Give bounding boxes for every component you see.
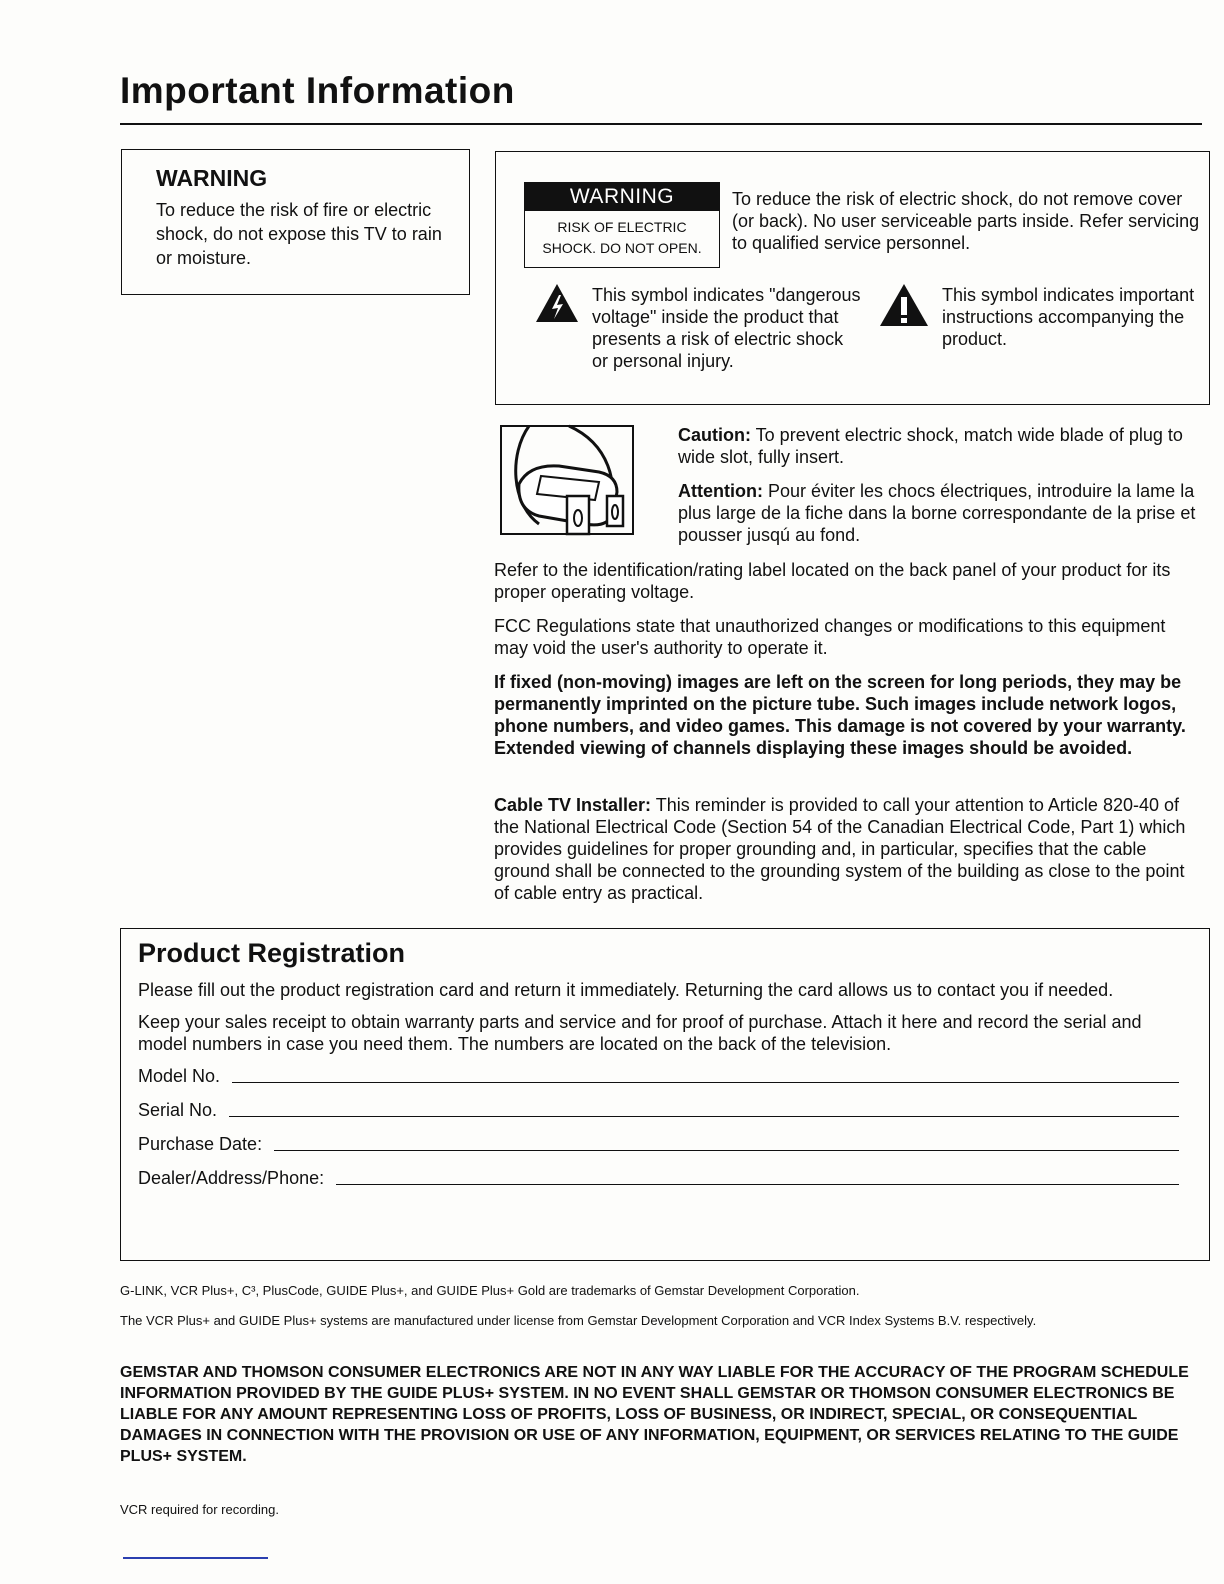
warning-heading: WARNING xyxy=(156,165,268,191)
shock-warning-text: To reduce the risk of electric shock, do not remove cover (or back). No user serviceable parts inside. Refer servicing to qualified service personnel. xyxy=(732,189,1200,253)
shock-warning-label-heading: WARNING xyxy=(525,183,719,211)
page-title: Important Information xyxy=(120,70,515,111)
serial-number-field[interactable] xyxy=(138,1099,1179,1121)
model-number-label: Model No. xyxy=(138,1066,221,1086)
shock-warning-panel xyxy=(495,151,1210,405)
attention-label: Attention: xyxy=(678,481,763,501)
rating-label-paragraph: Refer to the identification/rating label located on the back panel of your product for its proper operating voltage. xyxy=(494,560,1171,602)
polarized-plug-illustration xyxy=(499,424,637,538)
license-note: The VCR Plus+ and GUIDE Plus+ systems are manufactured under license from Gemstar Development Corporation and VCR Index Systems B.V. respectively. xyxy=(120,1313,1037,1328)
important-instructions-text: This symbol indicates important instructions accompanying the product. xyxy=(942,285,1195,349)
fixed-images-warning: If fixed (non-moving) images are left on the screen for long periods, they may be permanently imprinted on the picture tube. Such images include network logos, phone numbers, and video games. This damage is not covered by your warranty. Extended viewing of channels displaying these images should be avoided. xyxy=(494,672,1186,758)
trademarks-note: G-LINK, VCR Plus+, C³, PlusCode, GUIDE Plus+, and GUIDE Plus+ Gold are trademarks of Gemstar Development Corporation. xyxy=(120,1283,860,1298)
attention-text: Pour éviter les chocs électriques, introduire la lame la plus large de la fiche dans la borne correspondante de la prise et pousser jusqú au fond. xyxy=(678,481,1196,545)
serial-number-label: Serial No. xyxy=(138,1100,218,1120)
product-registration-box xyxy=(120,928,1210,1261)
purchase-date-field[interactable] xyxy=(138,1133,1179,1155)
lightning-triangle-icon xyxy=(534,282,580,324)
shock-warning-label xyxy=(524,182,720,268)
attention-paragraph xyxy=(678,480,1204,546)
footer-mark xyxy=(123,1557,268,1559)
registration-heading: Product Registration xyxy=(138,938,406,968)
caution-paragraph xyxy=(678,424,1204,468)
fcc-paragraph: FCC Regulations state that unauthorized changes or modifications to this equipment may void the user's authority to operate it. xyxy=(494,616,1166,658)
cable-installer-paragraph xyxy=(494,794,1200,904)
vcr-required-note: VCR required for recording. xyxy=(120,1502,279,1517)
registration-paragraph-1: Please fill out the product registration card and return it immediately. Returning the card allows us to contact you if needed. xyxy=(138,980,1114,1000)
dealer-address-phone-label: Dealer/Address/Phone: xyxy=(138,1168,325,1188)
purchase-date-label: Purchase Date: xyxy=(138,1134,263,1154)
caution-label: Caution: xyxy=(678,425,751,445)
cable-installer-label: Cable TV Installer: xyxy=(494,795,652,815)
dangerous-voltage-text: This symbol indicates "dangerous voltage" inside the product that presents a risk of electric shock or personal injury. xyxy=(592,285,861,371)
shock-warning-label-line2: SHOCK. DO NOT OPEN. xyxy=(542,240,702,256)
dealer-address-phone-field[interactable] xyxy=(138,1167,1179,1189)
title-rule xyxy=(120,123,1202,125)
liability-disclaimer: GEMSTAR AND THOMSON CONSUMER ELECTRONICS ARE NOT IN ANY WAY LIABLE FOR THE ACCURACY OF THE PROGRAM SCHEDULE INFORMATION PROVIDED BY THE GUIDE PLUS+ SYSTEM. IN NO EVENT SHALL GEMSTAR OR THOMSON CONSUMER ELECTRONICS BE LIABLE FOR ANY AMOUNT REPRESENTING LOSS OF PROFITS, LOSS OF BUSINESS, OR INDIRECT, SPECIAL, OR CONSEQUENTIAL DAMAGES IN CONNECTION WITH THE PROVISION OR USE OF ANY INFORMATION, EQUIPMENT, OR SERVICES RELATING TO THE GUIDE PLUS+ SYSTEM. xyxy=(120,1364,1189,1465)
exclamation-triangle-icon xyxy=(878,282,930,328)
caution-text: To prevent electric shock, match wide blade of plug to wide slot, fully insert. xyxy=(678,425,1183,467)
registration-paragraph-2: Keep your sales receipt to obtain warranty parts and service and for proof of purchase. Attach it here and record the serial and model numbers in case you need them. The numbers are located on the back of the television. xyxy=(138,1012,1142,1054)
cable-installer-text: This reminder is provided to call your attention to Article 820-40 of the National Electrical Code (Section 54 of the Canadian Electrical Code, Part 1) which provides guidelines for proper grounding and, in particular, specifies that the cable ground shall be connected to the grounding system of the building as close to the point of cable entry as practical. xyxy=(494,795,1186,903)
model-number-field[interactable] xyxy=(138,1065,1179,1087)
warning-text: To reduce the risk of fire or electric shock, do not expose this TV to rain or moisture. xyxy=(156,200,442,268)
shock-warning-label-line1: RISK OF ELECTRIC xyxy=(557,219,687,235)
warning-box xyxy=(121,149,470,295)
